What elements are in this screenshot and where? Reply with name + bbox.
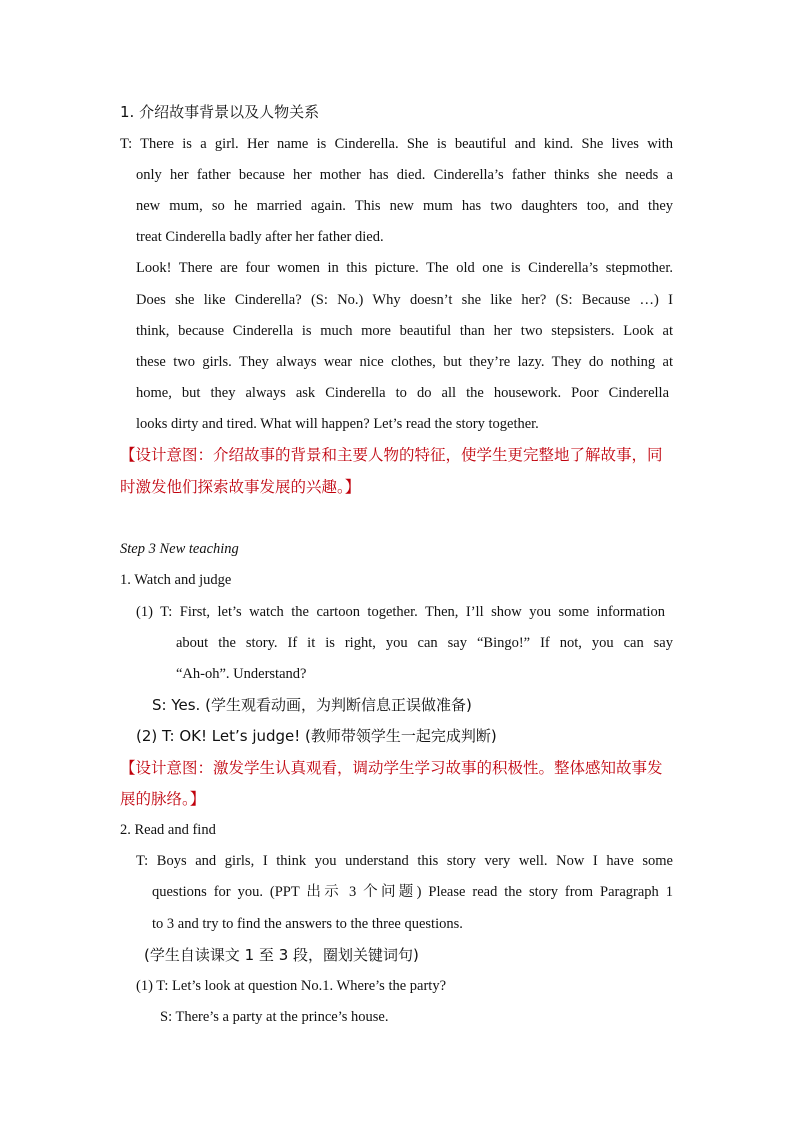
step-title: Step 3 New teaching [120,541,239,557]
design-note: 展的脉络。】 [120,790,206,808]
paragraph-line: S: There’s a party at the prince’s house. [160,1009,389,1025]
paragraph-line: new mum, so he married again. This new mum has two daughters too, and they [136,198,673,214]
paragraph-line: T: Boys and girls, I think you understand this story very well. Now I have some [136,853,673,869]
paragraph-line: treat Cinderella badly after her father died. [136,229,384,245]
paragraph-line: (1) T: Let’s look at question No.1. Where’s the party? [136,978,447,994]
sub-heading: 1. Watch and judge [120,572,232,588]
paragraph-line: these two girls. They always wear nice clothes, but they’re lazy. They do nothing at [136,354,673,370]
paragraph-line: (1) T: First, let’s watch the cartoon together. Then, I’ll show you some information [136,604,665,620]
paragraph-line: S: Yes. (学生观看动画，为判断信息正误做准备) [152,696,472,714]
paragraph-line: “Ah-oh”. Understand? [176,666,307,682]
paragraph-line: (2) T: OK! Let’s judge! (教师带领学生一起完成判断) [136,727,497,745]
paragraph-line: (学生自读课文 1 至 3 段，圈划关键词句) [144,946,419,964]
design-note: 【设计意图：介绍故事的背景和主要人物的特征，使学生更完整地了解故事，同 [120,446,663,464]
sub-heading: 2. Read and find [120,822,216,838]
paragraph-line: home, but they always ask Cinderella to do all the housework. Poor Cinderella [136,385,669,401]
paragraph-line: Look! There are four women in this picture. The old one is Cinderella’s stepmother. [136,260,673,276]
paragraph-line: think, because Cinderella is much more beautiful than her two stepsisters. Look at [136,323,673,339]
paragraph-line: questions for you. (PPT 出示 3 个问题) Please read the story from Paragraph 1 [152,884,673,900]
paragraph-line: looks dirty and tired. What will happen? Let’s read the story together. [136,416,539,432]
paragraph-line: Does she like Cinderella? (S: No.) Why doesn’t she like her? (S: Because …) I [136,292,673,308]
paragraph-line: to 3 and try to find the answers to the three questions. [152,916,463,932]
design-note: 时激发他们探索故事发展的兴趣。】 [120,478,361,496]
paragraph-line: T: There is a girl. Her name is Cinderella. She is beautiful and kind. She lives with [120,136,673,152]
paragraph-line: only her father because her mother has died. Cinderella’s father thinks she needs a [136,167,673,183]
section-heading: 1. 介绍故事背景以及人物关系 [120,103,320,121]
paragraph-line: about the story. If it is right, you can say “Bingo!” If not, you can say [176,635,673,651]
design-note: 【设计意图：激发学生认真观看，调动学生学习故事的积极性。整体感知故事发 [120,759,663,777]
